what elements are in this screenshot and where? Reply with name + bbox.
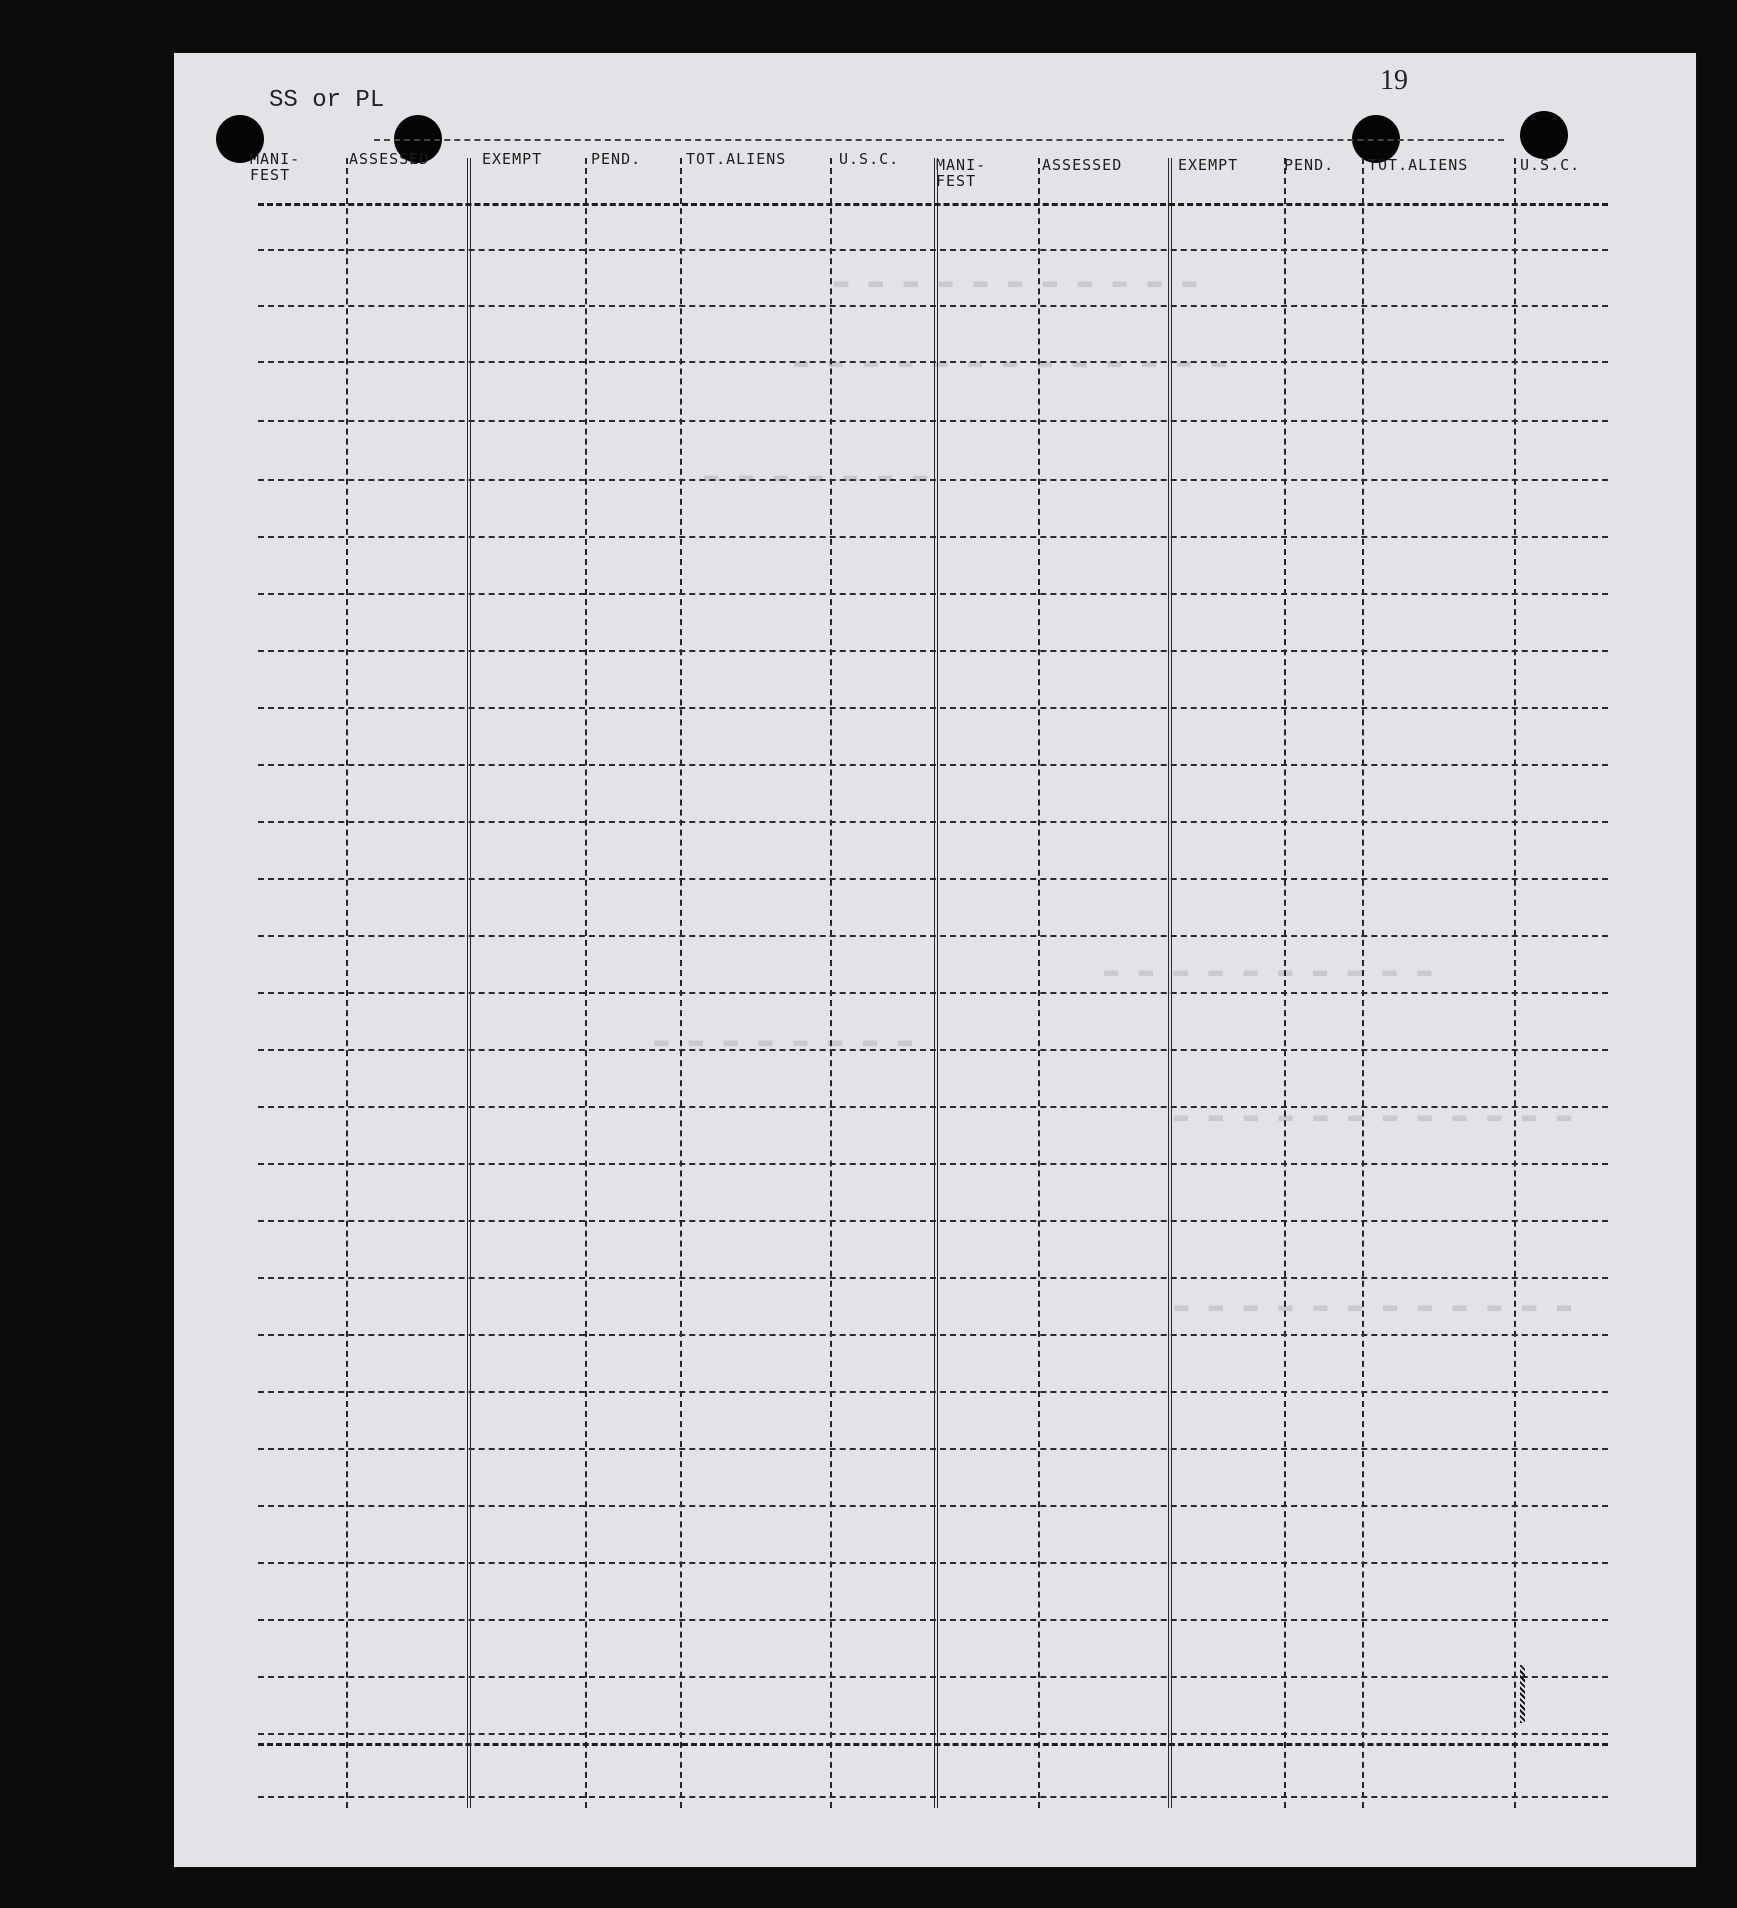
bleed-through-text: ▬ ▬ ▬ ▬ ▬ ▬ ▬ ▬ ▬ ▬ (1104, 958, 1435, 985)
row-rule (258, 479, 1608, 481)
bleed-through-text: ▬ ▬ ▬ ▬ ▬ ▬ ▬ ▬ (654, 1028, 916, 1055)
row-rule (258, 1220, 1608, 1222)
ledger-sheet (174, 53, 1696, 1867)
row-rule (258, 878, 1608, 880)
header-tot-aliens-left: TOT.ALIENS (686, 150, 787, 168)
total-rule (258, 1743, 1608, 1746)
column-rule (1038, 158, 1040, 1808)
row-rule (258, 1448, 1608, 1450)
column-rule (1514, 158, 1516, 1808)
punch-hole-icon (1520, 111, 1568, 159)
row-rule (258, 650, 1608, 652)
header-tot-aliens-right: TOT.ALIENS (1368, 156, 1469, 174)
row-rule (258, 764, 1608, 766)
row-rule (258, 1277, 1608, 1279)
bleed-through-text: ▬ ▬ ▬ ▬ ▬ ▬ ▬ ▬ ▬ ▬ ▬ (834, 269, 1200, 296)
column-rule (467, 158, 471, 1808)
row-rule (258, 1619, 1608, 1621)
header-assessed-right: ASSESSED (1042, 156, 1123, 174)
row-rule (258, 305, 1608, 307)
ink-mark (1520, 1665, 1525, 1723)
bleed-through-text: ▬ ▬ ▬ ▬ ▬ ▬ ▬ ▬ ▬ ▬ ▬ ▬ (1174, 1103, 1575, 1130)
header-exempt-right: EXEMPT (1178, 156, 1239, 174)
header-assessed-left: ASSESSED (349, 150, 430, 168)
row-rule (258, 249, 1608, 251)
row-rule (258, 1106, 1608, 1108)
header-usc-left: U.S.C. (839, 150, 900, 168)
row-rule (258, 707, 1608, 709)
row-rule (258, 1334, 1608, 1336)
row-rule (258, 593, 1608, 595)
form-type-label: SS or PL (269, 87, 385, 114)
header-manifest-left: MANI- FEST (250, 150, 301, 184)
row-rule (258, 1505, 1608, 1507)
header-exempt-left: EXEMPT (482, 150, 543, 168)
column-rule (830, 158, 832, 1808)
page-number: 19 (1380, 65, 1408, 96)
row-rule (258, 1796, 1608, 1798)
row-rule (258, 992, 1608, 994)
header-manifest-right: MANI- FEST (936, 156, 987, 190)
bleed-through-text: ▬ ▬ ▬ ▬ ▬ ▬ ▬ ▬ ▬ ▬ ▬ ▬ (1174, 1293, 1575, 1320)
header-pend-left: PEND. (591, 150, 642, 168)
bleed-through-text: ▬ ▬ ▬ ▬ ▬ ▬ ▬ ▬ ▬ ▬ ▬ ▬ ▬ (794, 349, 1230, 376)
row-rule (258, 536, 1608, 538)
row-rule (258, 1733, 1608, 1735)
column-rule (934, 158, 938, 1808)
row-rule (258, 1391, 1608, 1393)
header-rule (374, 139, 1504, 141)
column-rule (1168, 158, 1172, 1808)
column-rule (346, 158, 348, 1808)
bleed-through-text: ▬ ▬ ▬ ▬ ▬ ▬ ▬ (704, 463, 931, 490)
row-rule (258, 1676, 1608, 1678)
column-rule (1284, 158, 1286, 1808)
row-rule (258, 1163, 1608, 1165)
row-rule (258, 935, 1608, 937)
row-rule (258, 203, 1608, 206)
column-rule (1362, 158, 1364, 1808)
header-pend-right: PEND. (1284, 156, 1335, 174)
row-rule (258, 420, 1608, 422)
row-rule (258, 821, 1608, 823)
row-rule (258, 1562, 1608, 1564)
column-rule (680, 158, 682, 1808)
header-usc-right: U.S.C. (1520, 156, 1581, 174)
row-rule (258, 1049, 1608, 1051)
column-rule (585, 158, 587, 1808)
row-rule (258, 361, 1608, 363)
